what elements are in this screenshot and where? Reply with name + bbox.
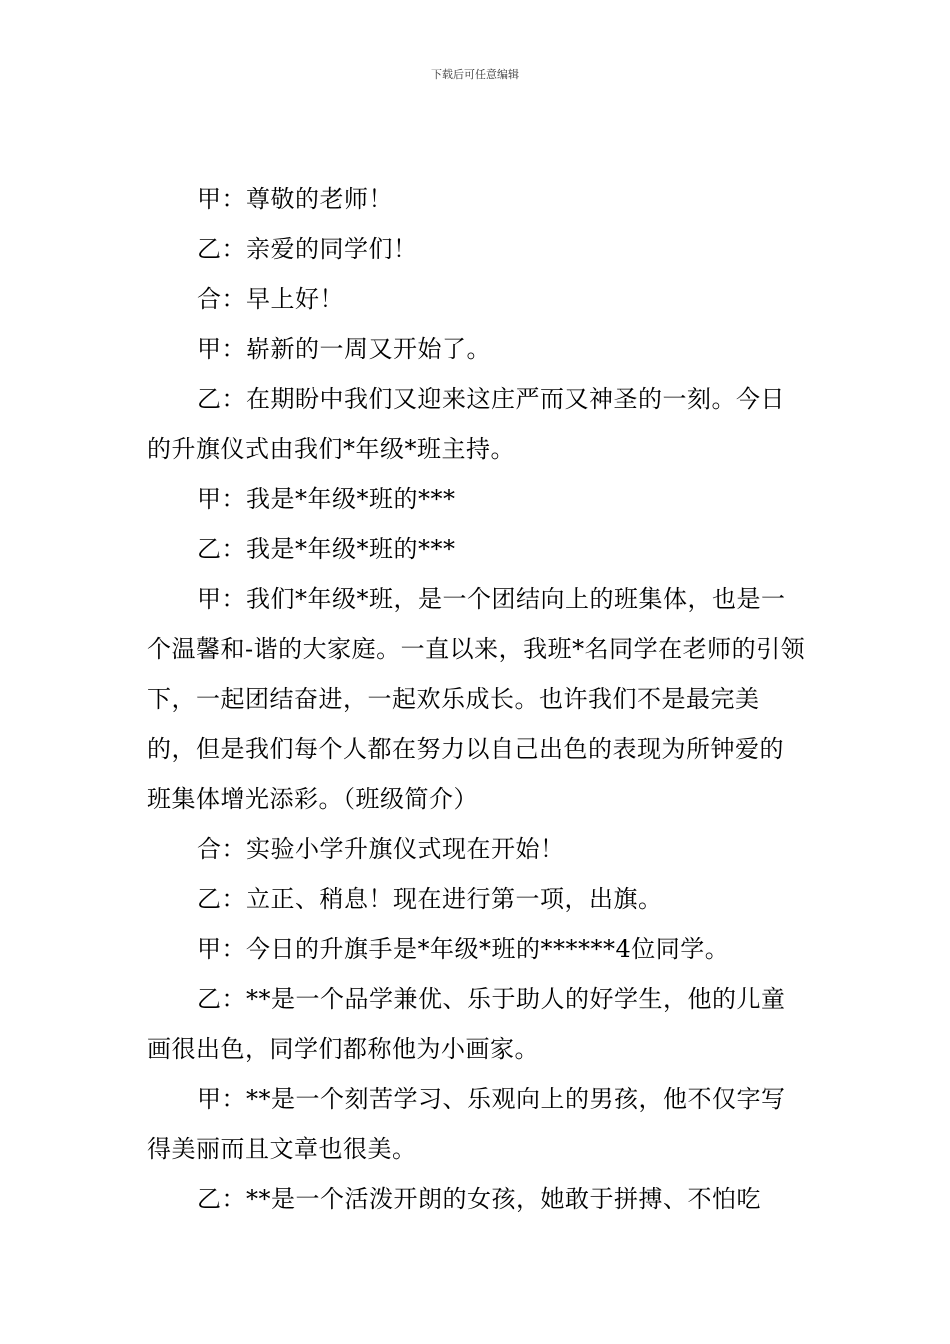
paragraph: 乙：**是一个活泼开朗的女孩，她敢于拼搏、不怕吃 bbox=[197, 1185, 761, 1213]
document-body bbox=[147, 174, 807, 1224]
paragraph: 合：实验小学升旗仪式现在开始！ bbox=[197, 835, 565, 863]
paragraph: 甲：我们*年级*班，是一个团结向上的班集体，也是一个温馨和-谐的大家庭。一直以来，我班*名同学在老师的引领下，一起团结奋进，一起欢乐成长。也许我们不是最完美的，但是我们每个人都在努力以自己出色的表现为所钟爱的班集体增光添彩。（班级简介） bbox=[147, 585, 806, 813]
paragraph: 乙：在期盼中我们又迎来这庄严而又神圣的一刻。今日的升旗仪式由我们*年级*班主持。 bbox=[147, 385, 785, 463]
paragraph: 甲：我是*年级*班的*** bbox=[197, 485, 456, 513]
paragraph: 乙：**是一个品学兼优、乐于助人的好学生，他的儿童画很出色，同学们都称他为小画家。 bbox=[147, 985, 786, 1063]
page-header: 下载后可任意编辑 bbox=[431, 68, 519, 81]
paragraph: 乙：我是*年级*班的*** bbox=[197, 535, 456, 563]
paragraph: 乙：立正、稍息！现在进行第一项，出旗。 bbox=[197, 885, 663, 913]
paragraph: 乙：亲爱的同学们！ bbox=[197, 235, 418, 263]
paragraph: 甲：尊敬的老师！ bbox=[197, 185, 393, 213]
paragraph: 甲：今日的升旗手是*年级*班的******4位同学。 bbox=[197, 935, 730, 963]
paragraph: 甲：**是一个刻苦学习、乐观向上的男孩，他不仅字写得美丽而且文章也很美。 bbox=[147, 1085, 786, 1163]
paragraph: 甲：崭新的一周又开始了。 bbox=[197, 335, 491, 363]
paragraph: 合：早上好！ bbox=[197, 285, 344, 313]
